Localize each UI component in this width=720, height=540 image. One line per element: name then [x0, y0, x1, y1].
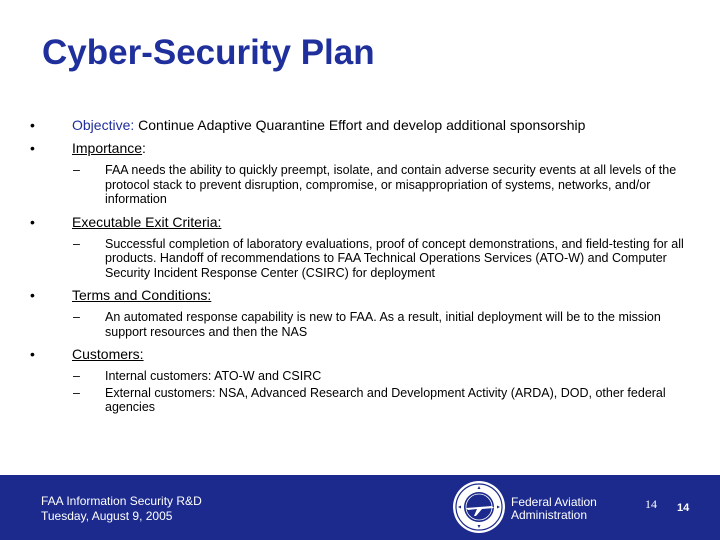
- footer-bar: [0, 475, 720, 540]
- terms-detail: [30, 310, 690, 339]
- footer-date: Tuesday, August 9, 2005: [41, 509, 173, 523]
- objective-label: Objective:: [72, 117, 135, 133]
- footer-org-line: FAA Information Security R&D: [41, 494, 202, 508]
- exit-criteria-label: Executable Exit Criteria:: [72, 213, 222, 230]
- dash-icon: –: [73, 236, 80, 251]
- importance-label: Importance: [72, 140, 143, 156]
- faa-seal-icon: [452, 480, 506, 534]
- slide-body: [30, 117, 690, 422]
- bullet-icon: •: [30, 117, 35, 133]
- footer-org-info: [41, 494, 202, 524]
- customers-internal: [30, 369, 690, 384]
- customers-internal-text: Internal customers: ATO-W and CSIRC: [105, 369, 322, 383]
- footer-page-number: 14: [645, 497, 657, 511]
- terms-label: Terms and Conditions:: [72, 287, 212, 303]
- dash-icon: –: [73, 310, 80, 324]
- dash-icon: –: [73, 163, 80, 177]
- bullet-icon: •: [30, 140, 35, 156]
- slide-title: Cyber-Security Plan: [42, 33, 375, 72]
- customers-external-text: External customers: NSA, Advanced Research and Development Activity (ARDA), DOD, other federal agencies: [105, 385, 666, 414]
- footer-agency-line1: Federal Aviation: [511, 495, 597, 509]
- footer-agency-line2: Administration: [511, 508, 588, 522]
- bullet-objective: [30, 117, 690, 134]
- customers-label: Customers:: [72, 346, 144, 362]
- dash-icon: –: [73, 369, 80, 383]
- exit-criteria-detail: [30, 237, 690, 281]
- exit-criteria-detail-text: Successful completion of laboratory evaluations, proof of concept demonstrations, and field-testing for all products. Handoff of recommendations to FAA Technical Operations Services (ATO-W) and Computer Security Incident Response Center (CSIRC) for deployment: [105, 236, 684, 280]
- bullet-icon: •: [30, 213, 35, 230]
- bullet-terms: [30, 287, 690, 304]
- bullet-importance: [30, 140, 690, 157]
- importance-detail-text: FAA needs the ability to quickly preempt, isolate, and contain adverse security events at all levels of the protocol stack to prevent disruption, compromise, or misappropriation of systems, networks, and/or information: [105, 163, 677, 206]
- bullet-icon: •: [30, 346, 35, 362]
- footer-agency: [511, 496, 597, 522]
- footer-slide-number: 14: [677, 502, 690, 514]
- customers-external: [30, 386, 690, 415]
- bullet-customers: [30, 346, 690, 363]
- objective-text: Continue Adaptive Quarantine Effort and develop additional sponsorship: [134, 117, 586, 133]
- dash-icon: –: [73, 385, 80, 400]
- terms-detail-text: An automated response capability is new to FAA. As a result, initial deployment will be to the mission support resources and then the NAS: [105, 310, 661, 339]
- importance-detail: [30, 163, 690, 207]
- bullet-exit-criteria: [30, 214, 690, 231]
- importance-colon: :: [142, 140, 146, 156]
- bullet-icon: •: [30, 287, 35, 303]
